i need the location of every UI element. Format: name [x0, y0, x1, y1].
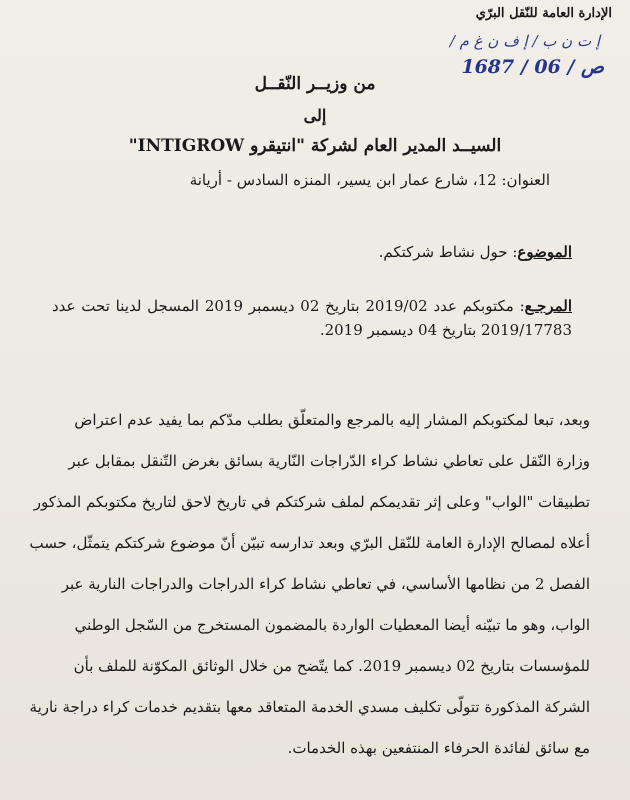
address-line: العنوان: 12، شارع عمار ابن يسير، المنزه السادس - أريانة [189, 171, 550, 189]
letter-body [29, 400, 590, 769]
reference-block [52, 294, 572, 342]
sender-line: من وزيــر النّقــل [254, 74, 376, 94]
subject-label: الموضوع [517, 243, 572, 261]
reference-text: : مكتوبكم عدد 2019/02 بتاريخ 02 ديسمبر 2019 المسجل لدينا تحت عدد 2019/17783 بتاريخ 04 ديسمبر 2019. [52, 297, 572, 339]
body-line: مع سائق لفائدة الحرفاء المنتفعين بهذه الخدمات. [287, 739, 590, 757]
body-line: وزارة النّقل على تعاطي نشاط كراء الدّراجات النّارية بسائق بغرض التّنقل بمقابل عبر [68, 452, 590, 470]
subject-text: : حول نشاط شركتكم. [378, 243, 518, 261]
body-line: أعلاه لمصالح الإدارة العامة للنّقل البرّي وبعد تدارسه تبيّن أنّ موضوع شركتكم يتمثّل، حسب [29, 534, 590, 552]
to-line: إلى [303, 106, 327, 125]
handwritten-number: 1687 / 06 / ص [461, 56, 604, 78]
body-line: وبعد، تبعا لمكتوبكم المشار إليه بالمرجع والمتعلّق بطلب مدّكم بما يفيد عدم اعتراض [74, 411, 590, 429]
body-line: الشركة المذكورة تتولّى تكليف مسدي الخدمة المتعاقد معها بتقديم خدمات كراء دراجة نارية [29, 698, 590, 716]
addressee-line: السيــد المدير العام لشركة "انتيقرو INTIGROW" [128, 136, 502, 156]
body-line: الواب، وهو ما تبيّنه أيضا المعطيات الواردة بالمضمون المستخرج من السّجل الوطني [74, 616, 590, 634]
subject-line [379, 243, 572, 261]
body-line: للمؤسسات بتاريخ 02 ديسمبر 2019. كما يتّضح من خلال الوثائق المكوّنة للملف بأن [73, 657, 590, 675]
reference-label: المرجـع [524, 297, 572, 315]
body-line: تطبيقات "الواب" وعلى إثر تقديمكم لملف شركتكم في تاريخ لاحق لتاريخ مكتوبكم المذكور [33, 493, 590, 511]
body-line: الفصل 2 من نظامها الأساسي، في تعاطي نشاط كراء الدراجات والدراجات النارية عبر [61, 575, 590, 593]
department-header: الإدارة العامة للنّقل البرّي [475, 6, 612, 21]
handwritten-reference: إ ت ن ب / إ ف ن غ م / [449, 32, 600, 50]
